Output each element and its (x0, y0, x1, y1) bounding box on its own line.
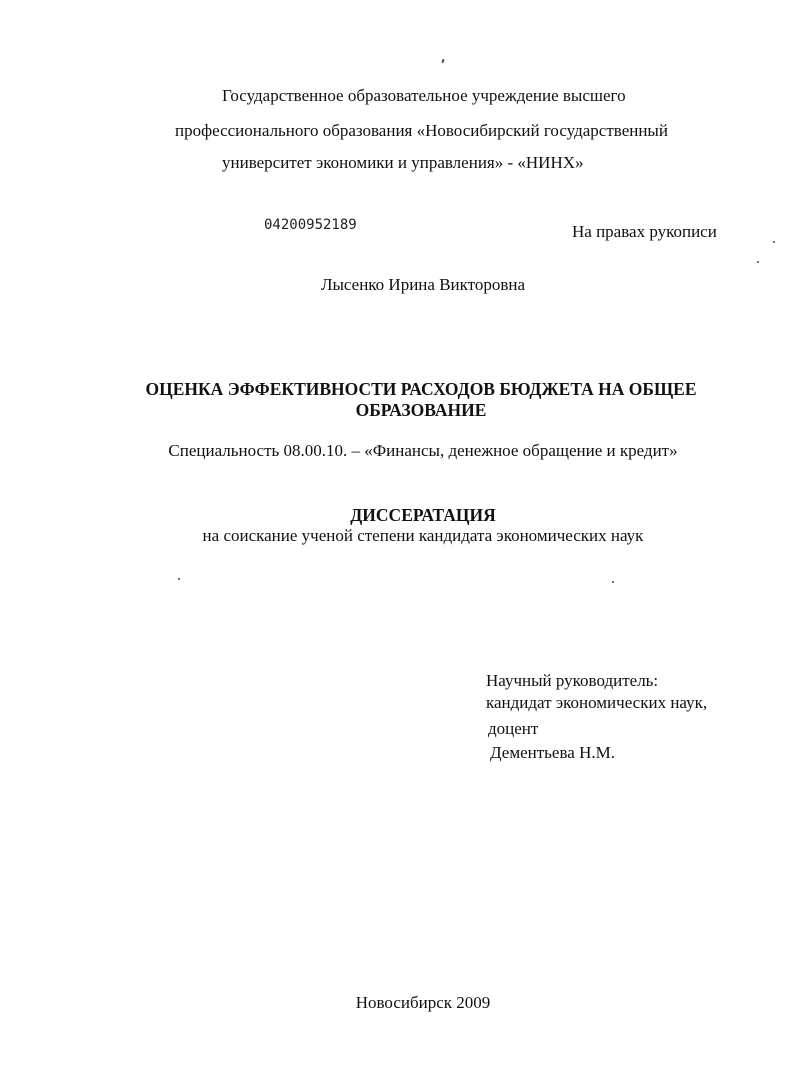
title-line-2: ОБРАЗОВАНИЕ (355, 400, 487, 420)
document-purpose: на соискание ученой степени кандидата экономических наук (202, 526, 644, 545)
supervisor-label: Научный руководитель: (486, 671, 659, 690)
institution-line-3: университет экономики и управления» - «НИНХ» (222, 153, 584, 172)
scan-speck (612, 581, 614, 583)
supervisor-rank: доцент (488, 719, 539, 738)
document-type: ДИССЕРАТАЦИЯ (350, 505, 496, 525)
specialty: Специальность 08.00.10. – «Финансы, денежное обращение и кредит» (168, 441, 678, 460)
institution-line-2: профессионального образования «Новосибирский государственный (175, 121, 668, 140)
city-year: Новосибирск 2009 (355, 993, 491, 1012)
scan-speck (757, 261, 759, 263)
scan-speck (441, 59, 444, 63)
stamp-number: 04200952189 (264, 217, 357, 233)
title-line-1: ОЦЕНКА ЭФФЕКТИВНОСТИ РАСХОДОВ БЮДЖЕТА НА ОБЩЕЕ (145, 379, 697, 399)
author-name: Лысенко Ирина Викторовна (320, 275, 526, 294)
scan-speck (773, 241, 775, 243)
manuscript-rights: На правах рукописи (572, 222, 717, 241)
institution-line-1: Государственное образовательное учреждение высшего (222, 86, 626, 105)
dissertation-title (100, 379, 742, 421)
supervisor-degree: кандидат экономических наук, (486, 693, 708, 712)
scan-speck (178, 578, 180, 580)
supervisor-name: Дементьева Н.М. (490, 743, 615, 762)
